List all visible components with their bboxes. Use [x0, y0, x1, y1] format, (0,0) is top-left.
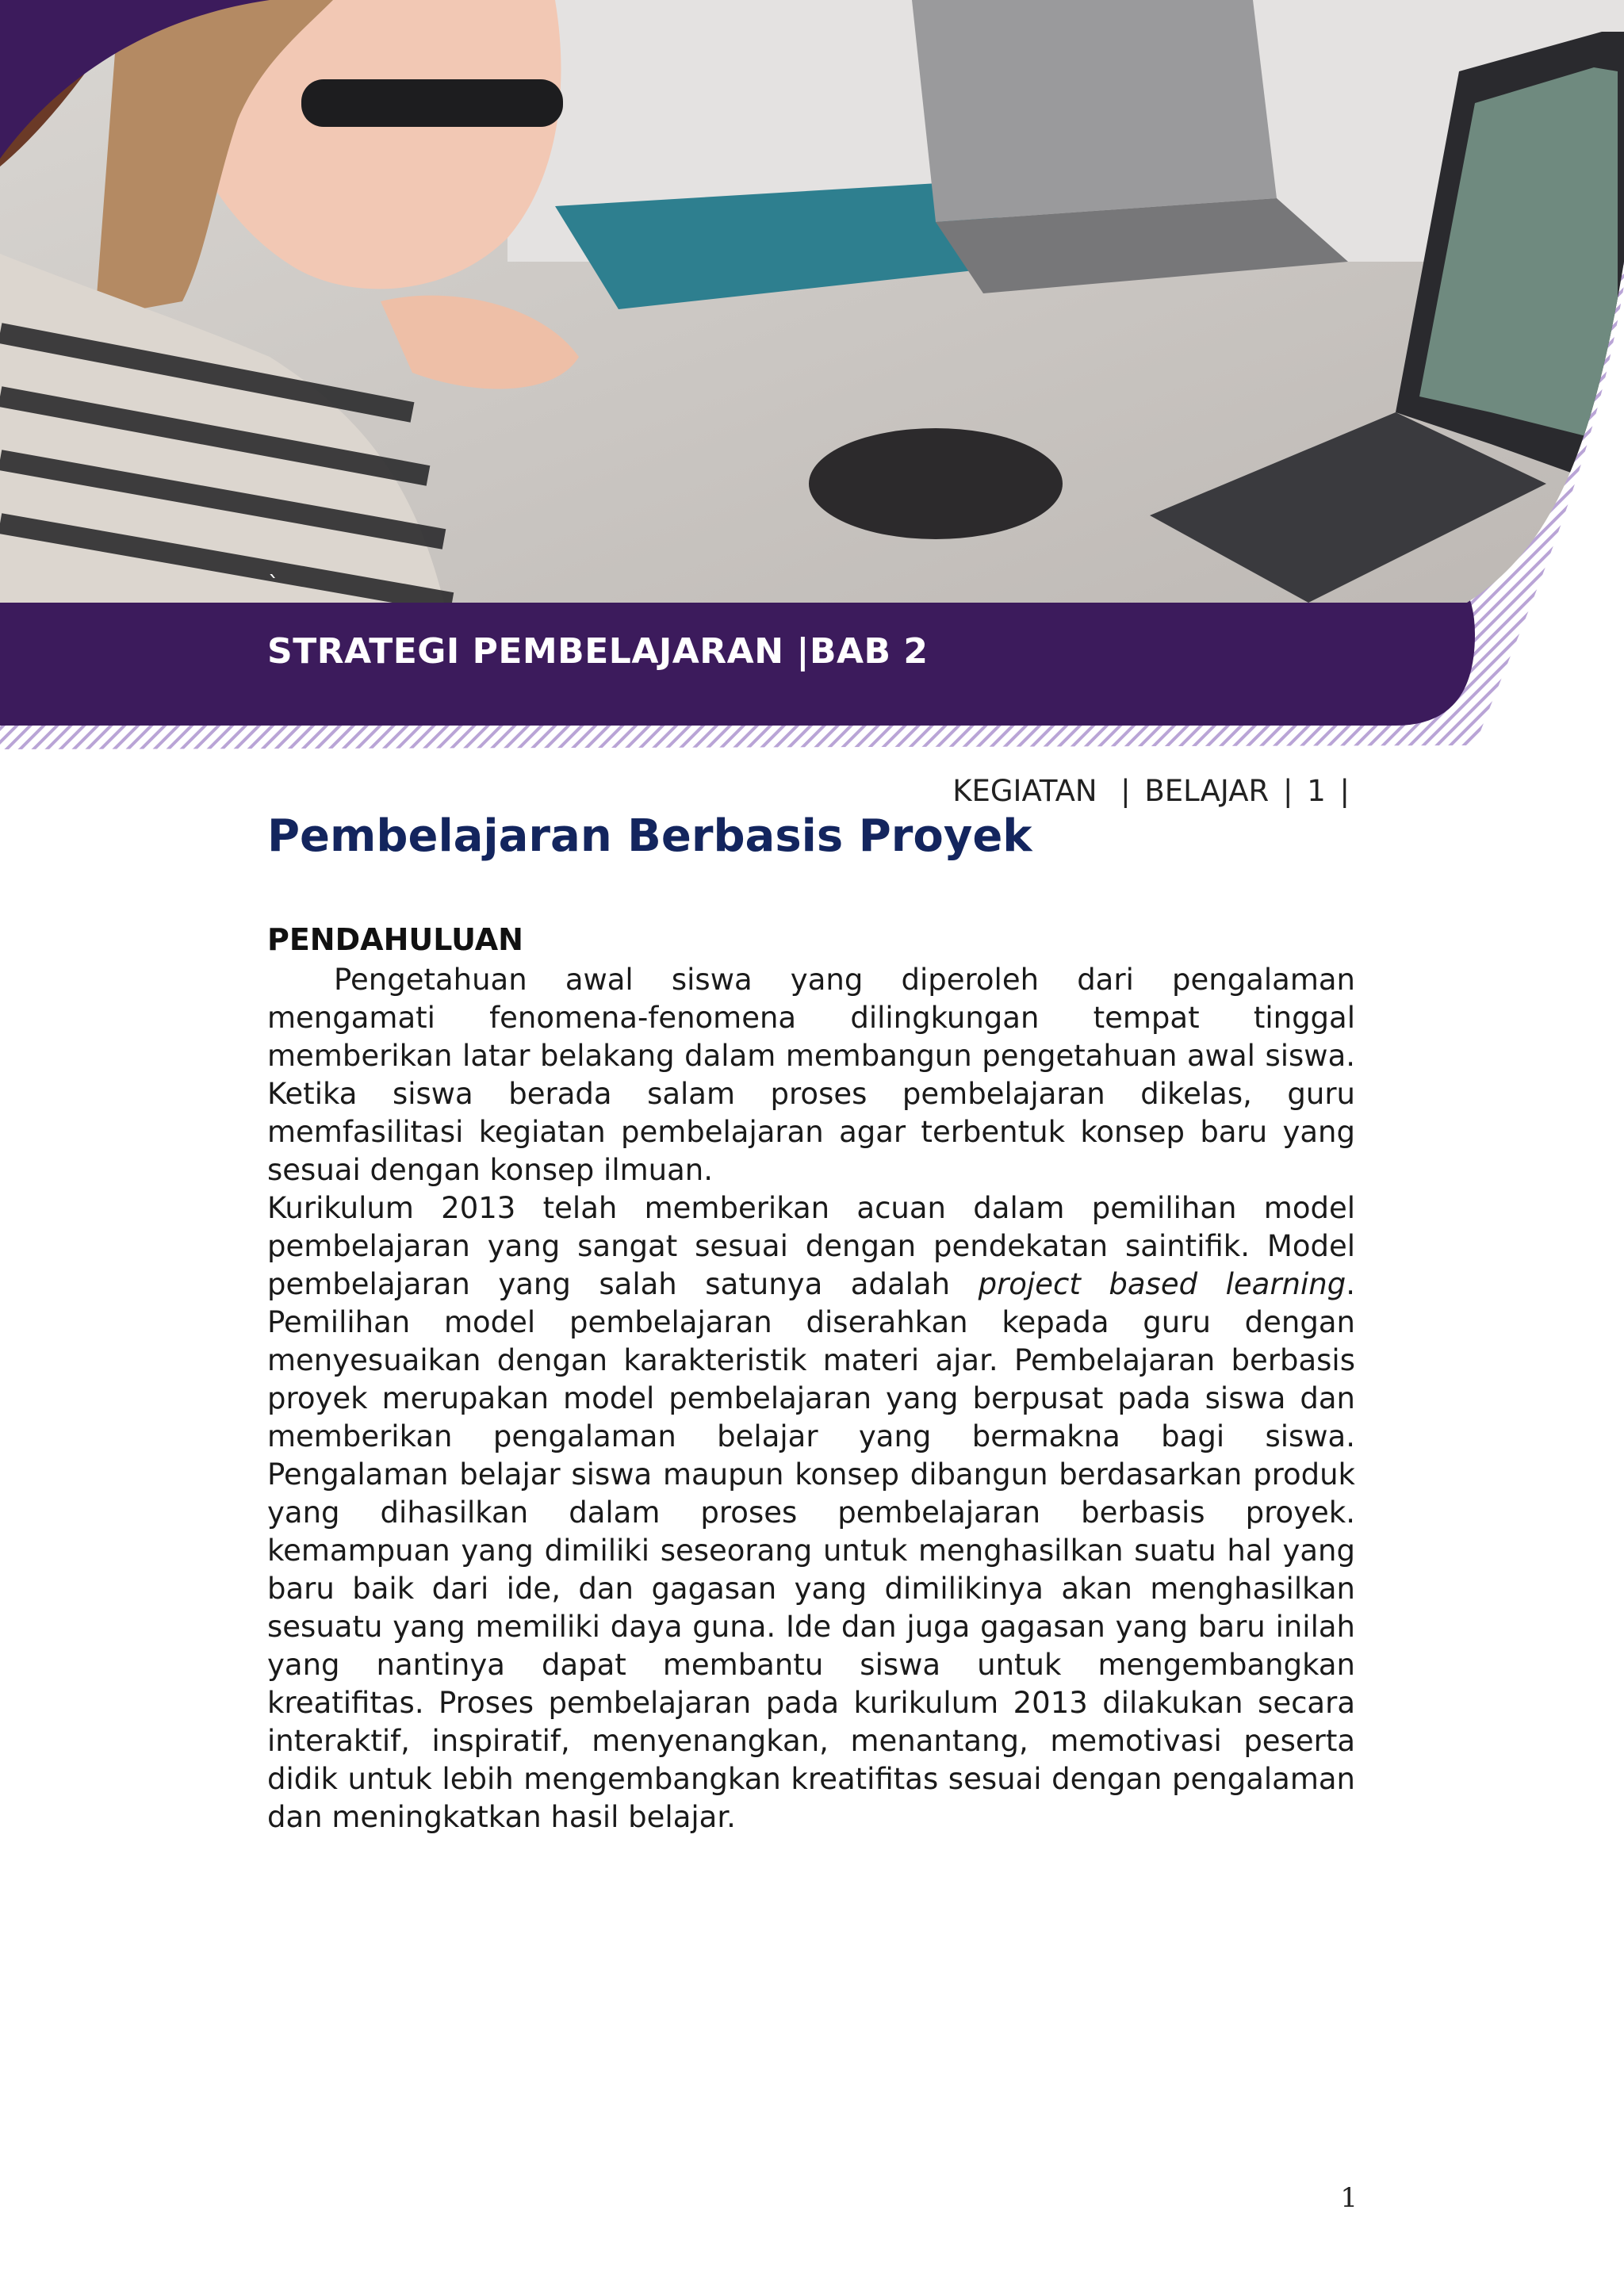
activity-word-learn: BELAJAR	[1144, 774, 1270, 808]
page-title: Pembelajaran Berbasis Proyek	[267, 810, 1032, 862]
body-text	[267, 961, 1355, 1836]
activity-number: 1	[1307, 774, 1326, 808]
header-banner	[0, 0, 1624, 761]
separator: |	[1111, 774, 1131, 808]
activity-word: KEGIATAN	[952, 774, 1097, 808]
paragraph-text: . Pemilihan model pembelajaran diserahkan kepada guru dengan menyesuaikan dengan karakteristik materi ajar. Pembelajaran berbasis proyek merupakan model pembelajaran yang berpusat pada siswa dan memberikan pengalaman belajar yang bermakna bagi siswa. Pengalaman belajar siswa maupun konsep dibangun berdasarkan produk yang dihasilkan dalam proses pembelajaran berbasis proyek. kemampuan yang dimiliki seseorang untuk menghasilkan suatu hal yang baru baik dari ide, dan gagasan yang dimilikinya akan menghasilkan sesuatu yang memiliki daya guna. Ide dan juga gagasan yang baru inilah yang nantinya dapat membantu siswa untuk mengembangkan kreatifitas. Proses pembelajaran pada kurikulum 2013 dilakukan secara interaktif, inspiratif, menyenangkan, menantang, memotivasi peserta didik untuk lebih mengembangkan kreatifitas sesuai dengan pengalaman dan meningkatkan hasil belajar.	[267, 1267, 1355, 1834]
classroom-photo	[0, 0, 1624, 603]
paragraph	[267, 1189, 1355, 1836]
paragraph-text: Kurikulum 2013 telah memberikan acuan dalam pemilihan model pembelajaran yang sangat sesuai dengan pendekatan saintifik. Model pembelajaran yang salah satunya adalah	[267, 1191, 1355, 1301]
separator: |	[1339, 774, 1350, 808]
paragraph: Pengetahuan awal siswa yang diperoleh dari pengalaman mengamati fenomena-fenomena dilingkungan tempat tinggal memberikan latar belakang dalam membangun pengetahuan awal siswa. Ketika siswa berada salam proses pembelajaran dikelas, guru memfasilitasi kegiatan pembelajaran agar terbentuk konsep baru yang sesuai dengan konsep ilmuan.	[267, 963, 1355, 1187]
tick-mark: `	[268, 571, 279, 597]
separator: |	[1282, 774, 1293, 808]
page-number: 1	[1340, 2182, 1358, 2214]
activity-label	[952, 774, 1354, 808]
italic-term: project based learning	[978, 1267, 1346, 1301]
section-heading: PENDAHULUAN	[267, 922, 523, 957]
chapter-title: STRATEGI PEMBELAJARAN |BAB 2	[267, 631, 929, 672]
